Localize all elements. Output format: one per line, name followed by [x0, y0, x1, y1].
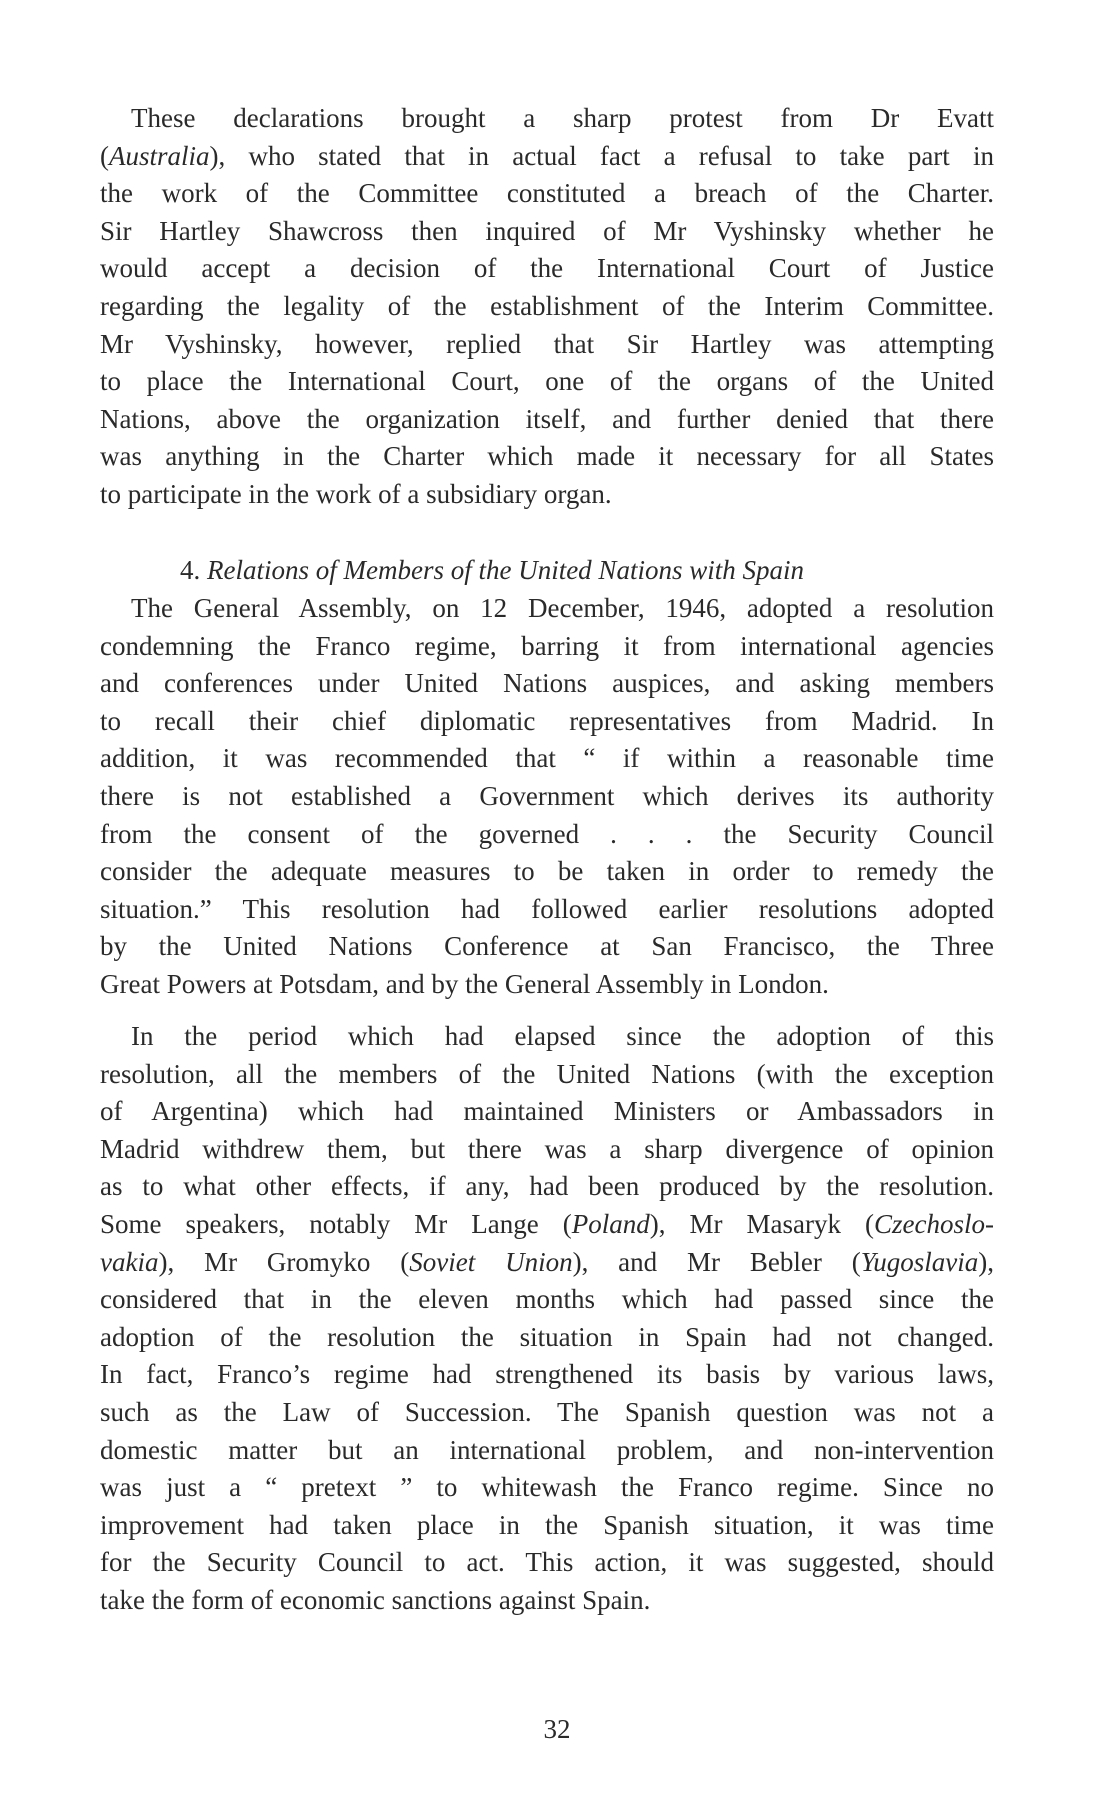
paragraph-general-assembly-resolution [100, 590, 994, 1004]
text-line: vakia), Mr Gromyko (Soviet Union), and Mr Bebler (Yugoslavia), [100, 1246, 994, 1277]
text-line: (Australia), who stated that in actual fact a refusal to take part in [100, 140, 994, 171]
text-line: condemning the Franco regime, barring it from international agencies [100, 630, 994, 661]
section-title: Relations of Members of the United Nations with Spain [207, 555, 804, 585]
paragraph-evatt-protest [100, 100, 994, 514]
text-line: as to what other effects, if any, had been produced by the resolution. [100, 1171, 994, 1202]
text-line: consider the adequate measures to be taken in order to remedy the [100, 856, 994, 887]
text-line: of Argentina) which had maintained Ministers or Ambassadors in [100, 1096, 994, 1127]
text-line: considered that in the eleven months which had passed since the [100, 1284, 994, 1315]
text-line: Some speakers, notably Mr Lange (Poland), Mr Masaryk (Czechoslo- [100, 1208, 994, 1239]
page-number: 32 [543, 1714, 571, 1744]
text-line: addition, it was recommended that “ if within a reasonable time [100, 743, 994, 774]
text-line: take the form of economic sanctions against Spain. [100, 1584, 651, 1615]
text-line: and conferences under United Nations auspices, and asking members [100, 668, 994, 699]
text-line: the work of the Committee constituted a breach of the Charter. [100, 178, 994, 209]
text-line: In fact, Franco’s regime had strengthened its basis by various laws, [100, 1359, 994, 1390]
text-line: regarding the legality of the establishment of the Interim Committee. [100, 290, 994, 321]
text-line: Mr Vyshinsky, however, replied that Sir Hartley was attempting [100, 328, 994, 359]
text-line: improvement had taken place in the Spanish situation, it was time [100, 1509, 994, 1540]
text-line: resolution, all the members of the United Nations (with the exception [100, 1058, 994, 1089]
section-heading [180, 552, 1030, 589]
text-line: situation.” This resolution had followed earlier resolutions adopted [100, 893, 994, 924]
text-line: to participate in the work of a subsidiary organ. [100, 478, 612, 509]
text-line: from the consent of the governed . . . the Security Council [100, 818, 994, 849]
text-line: for the Security Council to act. This action, it was suggested, should [100, 1547, 994, 1578]
text-line: In the period which had elapsed since the adoption of this [131, 1021, 994, 1051]
section-number: 4. [180, 555, 201, 585]
text-line: Nations, above the organization itself, and further denied that there [100, 403, 994, 434]
text-line: Madrid withdrew them, but there was a sharp divergence of opinion [100, 1133, 994, 1164]
text-line: would accept a decision of the International Court of Justice [100, 253, 994, 284]
text-line: to recall their chief diplomatic representatives from Madrid. In [100, 705, 994, 736]
paragraph-divergence-of-opinion [100, 1018, 994, 1620]
text-line: Great Powers at Potsdam, and by the General Assembly in London. [100, 968, 829, 999]
text-line: domestic matter but an international problem, and non-intervention [100, 1434, 994, 1465]
text-line: was anything in the Charter which made it necessary for all States [100, 441, 994, 472]
text-line: such as the Law of Succession. The Spanish question was not a [100, 1396, 994, 1427]
text-line: The General Assembly, on 12 December, 1946, adopted a resolution [131, 593, 994, 623]
text-line: was just a “ pretext ” to whitewash the Franco regime. Since no [100, 1472, 994, 1503]
text-line: Sir Hartley Shawcross then inquired of Mr Vyshinsky whether he [100, 215, 994, 246]
text-line: These declarations brought a sharp protest from Dr Evatt [131, 103, 994, 133]
text-line: there is not established a Government which derives its authority [100, 780, 994, 811]
text-line: by the United Nations Conference at San Francisco, the Three [100, 931, 994, 962]
text-line: adoption of the resolution the situation in Spain had not changed. [100, 1321, 994, 1352]
text-line: to place the International Court, one of the organs of the United [100, 366, 994, 397]
